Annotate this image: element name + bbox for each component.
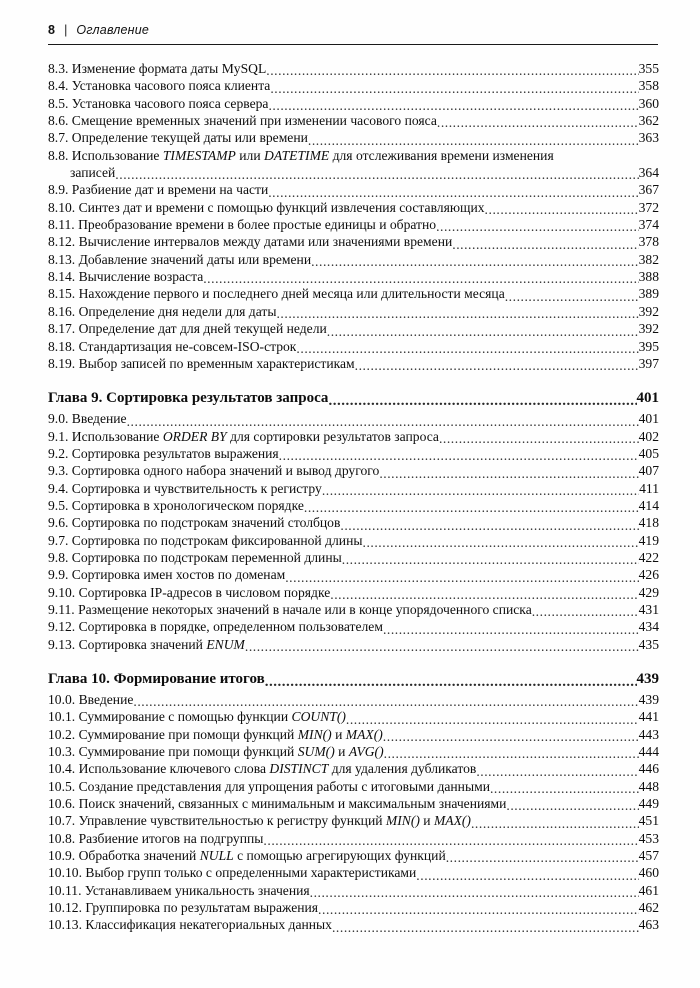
toc-entry-label: 10.1. Суммирование с помощью функции COUNT() [48,709,346,725]
toc-entry[interactable] [48,268,659,285]
toc-entry-label: 9.10. Сортировка IP-адресов в числовом порядке [48,584,331,600]
toc-entry-label: записей [70,165,116,181]
toc-entry[interactable] [48,795,659,812]
toc-entry-label: 10.0. Введение [48,692,134,707]
running-header [48,22,658,48]
toc-page-number: 448 [638,778,659,794]
toc-entry[interactable] [48,532,659,549]
toc-dot-leader [436,220,639,233]
toc-dot-leader [268,186,638,199]
toc-entry-label: 9.12. Сортировка в порядке, определенном пользователем [48,619,383,635]
toc-page-number: 419 [638,532,659,548]
toc-page-number: 382 [638,251,659,267]
toc-entry[interactable] [48,778,659,795]
toc-entry[interactable] [48,847,659,864]
toc-entry[interactable] [48,514,659,531]
toc-page-number: 451 [638,813,659,829]
toc-page-number: 439 [636,671,659,687]
toc-entry[interactable] [48,285,659,302]
toc-entry-label: 8.4. Установка часового пояса клиента [48,78,271,94]
code-token: MAX() [433,813,471,829]
toc-entry[interactable] [48,480,659,497]
toc-dot-leader [304,501,639,514]
toc-dot-leader [115,168,638,181]
toc-entry-label: 8.8. Использование TIMESTAMP или DATETIME для отслеживания времени изменения [48,147,554,163]
toc-entry[interactable] [48,338,659,355]
toc-entry-label: 8.6. Смещение временных значений при изменении часового пояса [48,113,437,129]
toc-dot-leader [363,536,639,549]
toc-page-number: 401 [636,390,659,407]
toc-chapter-entry[interactable] [48,669,659,689]
toc-page-number: 453 [638,830,659,846]
toc-entry-label: 10.7. Управление чувствительностью к регистру функций MIN() и MAX() [48,813,471,829]
code-token: DISTINCT [269,761,329,777]
toc-entry-label: 9.4. Сортировка и чувствительность к регистру [48,480,322,496]
toc-entry[interactable] [48,462,659,479]
toc-entry[interactable] [48,355,659,372]
toc-page-number: 411 [639,480,659,496]
toc-entry-label: 9.13. Сортировка значений ENUM [48,636,245,652]
toc-entry-label: 10.12. Группировка по результатам выражения [48,900,319,916]
toc-page-number: 444 [638,744,659,760]
toc-entry-label: 10.11. Устанавливаем уникальность значения [48,882,310,898]
toc-dot-leader [318,903,639,916]
header-separator: | [64,23,68,37]
toc-dot-leader [268,99,638,112]
toc-page-number: 401 [638,411,659,427]
toc-entry[interactable] [48,216,659,233]
toc-entry[interactable] [48,760,659,777]
toc-entry-label: 9.5. Сортировка в хронологическом порядке [48,497,304,513]
code-token: NULL [199,848,234,864]
toc-entry-label: 9.7. Сортировка по подстрокам фиксированной длины [48,532,363,548]
toc-dot-leader [416,869,638,882]
toc-page-number: 463 [638,917,659,933]
toc-dot-leader [270,82,638,95]
toc-page-number: 378 [638,234,659,250]
toc-dot-leader [471,817,639,830]
toc-dot-leader [506,799,638,812]
toc-dot-leader [332,921,639,934]
toc-dot-leader [383,730,639,743]
toc-entry[interactable] [48,636,659,653]
code-token: MAX() [345,726,383,742]
toc-page-number: 392 [638,321,659,337]
toc-page-number: 364 [638,165,659,181]
toc-dot-leader [379,467,638,480]
toc-entry[interactable] [48,584,659,601]
toc-entry-label: 9.1. Использование ORDER BY для сортировки результатов запроса [48,428,439,444]
toc-dot-leader [308,134,639,147]
toc-entry-label: 8.15. Нахождение первого и последнего дней месяца или длительности месяца [48,286,505,302]
toc-entry-label: 8.5. Установка часового пояса сервера [48,95,269,111]
toc-entry[interactable] [48,60,659,77]
toc-entry-label: 8.7. Определение текущей даты или времени [48,130,308,146]
toc-dot-leader [437,116,639,129]
toc-page-number: 372 [638,199,659,215]
toc-entry[interactable] [48,830,659,847]
toc-entry[interactable] [48,864,659,881]
toc-entry[interactable] [48,708,659,725]
toc-page-number: 441 [638,709,659,725]
toc-entry[interactable] [48,181,659,198]
toc-entry[interactable] [48,199,659,216]
toc-entry[interactable] [48,77,659,94]
toc-page-number: 434 [638,619,659,635]
toc-dot-leader [485,203,639,216]
toc-dot-leader [296,342,638,355]
toc-entry-label: 10.6. Поиск значений, связанных с минимальным и максимальным значениями [48,796,507,812]
toc-dot-leader [355,359,639,372]
header-divider [48,44,658,45]
code-token: TIMESTAMP [162,147,236,163]
toc-dot-leader [532,605,639,618]
toc-page-number: 402 [638,428,659,444]
toc-dot-leader [127,415,639,428]
toc-entry[interactable] [48,497,659,514]
toc-entry-label: 9.11. Размещение некоторых значений в начале или в конце упорядоченного списка [48,601,532,617]
toc-entry-label: 8.9. Разбиение дат и времени на части [48,182,269,198]
toc-dot-leader [439,432,639,445]
code-token: MIN() [297,726,332,742]
toc-entry[interactable] [48,743,659,760]
toc-entry-label: 10.5. Создание представления для упрощения работы с итоговыми данными [48,778,490,794]
toc-entry-label: 10.3. Суммирование при помощи функций SUM() и AVG() [48,744,384,760]
toc-dot-leader [383,623,639,636]
toc-entry[interactable] [48,147,659,164]
toc-page-number: 418 [638,515,659,531]
toc-entry[interactable] [48,320,659,337]
toc-dot-leader [276,307,638,320]
toc-entry-label: 8.18. Стандартизация не-совсем-ISO-строк [48,338,297,354]
toc-entry-label: 10.4. Использование ключевого слова DISTINCT для удаления дубликатов [48,761,477,777]
toc-dot-leader [384,747,639,760]
toc-dot-leader [328,395,636,408]
toc-dot-leader [330,588,638,601]
toc-page-number: 443 [638,726,659,742]
toc-entry-label: 9.8. Сортировка по подстрокам переменной длины [48,549,342,565]
toc-dot-leader [346,713,639,726]
toc-dot-leader [476,765,638,778]
toc-page-number: 358 [638,78,659,94]
toc-dot-leader [311,255,639,268]
toc-entry[interactable] [48,566,659,583]
toc-dot-leader [342,553,639,566]
toc-entry[interactable] [48,129,659,146]
toc-page-number: 457 [638,848,659,864]
toc-dot-leader [266,64,638,77]
toc-entry[interactable] [48,410,659,427]
toc-entry-label: 8.14. Вычисление возраста [48,269,204,285]
toc-entry[interactable] [48,95,659,112]
toc-page-number: 460 [638,865,659,881]
toc-dot-leader [310,886,639,899]
toc-dot-leader [263,834,638,847]
toc-entry-label: 8.17. Определение дат для дней текущей недели [48,321,327,337]
toc-page-number: 435 [638,636,659,652]
toc-entry-label: 8.11. Преобразование времени в более простые единицы и обратно [48,217,437,233]
toc-entry[interactable] [48,882,659,899]
toc-dot-leader [446,851,639,864]
toc-entry[interactable] [48,618,659,635]
toc-entry-label: Глава 10. Формирование итогов [48,671,265,687]
toc-entry[interactable] [48,233,659,250]
running-header-content [48,22,658,41]
toc-entry-label: 9.9. Сортировка имен хостов по доменам [48,567,286,583]
toc-page-number: 374 [638,217,659,233]
toc-page-number: 397 [638,355,659,371]
code-token: SUM() [297,744,335,760]
toc-entry[interactable] [48,916,659,933]
toc-entry[interactable] [48,251,659,268]
toc-entry-label: Глава 9. Сортировка результатов запроса [48,390,329,407]
toc-entry-label: 10.13. Классификация некатегориальных данных [48,917,332,933]
toc-entry[interactable] [48,726,659,743]
toc-page-number: 355 [638,61,659,76]
toc-entry[interactable] [48,164,659,181]
toc-entry[interactable] [48,812,659,829]
toc-entry-label: 9.2. Сортировка результатов выражения [48,445,279,461]
toc-entry-label: 8.10. Синтез дат и времени с помощью функций извлечения составляющих [48,199,485,215]
toc-dot-leader [490,782,639,795]
toc-page-number: 405 [638,445,659,461]
toc-entry-label: 9.3. Сортировка одного набора значений и вывод другого [48,463,380,479]
toc-page-number: 414 [638,497,659,513]
toc-dot-leader [452,238,638,251]
toc-entry[interactable] [48,428,659,445]
toc-entry-label: 8.16. Определение дня недели для даты [48,303,277,319]
toc-entry-label: 9.0. Введение [48,411,127,427]
toc-chapter-entry[interactable] [48,388,659,408]
toc-dot-leader [505,290,639,303]
toc-page-number: 388 [638,269,659,285]
header-title: Оглавление [76,23,150,37]
code-token: AVG() [348,744,384,760]
toc-entry-label: 8.19. Выбор записей по временным характеристикам [48,355,355,371]
table-of-contents [48,60,659,934]
code-token: ORDER BY [162,428,227,444]
code-token: ENUM [206,636,245,652]
toc-page-number: 449 [638,796,659,812]
toc-page-number: 389 [638,286,659,302]
toc-entry-label: 8.3. Изменение формата даты MySQL [48,61,267,76]
toc-page-number: 363 [638,130,659,146]
toc-entry[interactable] [48,112,659,129]
toc-page-number: 429 [638,584,659,600]
toc-entry[interactable] [48,303,659,320]
toc-entry-label: 10.8. Разбиение итогов на подгруппы [48,830,264,846]
toc-page-number: 360 [638,95,659,111]
code-token: MIN() [385,813,420,829]
code-token: DATETIME [264,147,330,163]
toc-entry[interactable] [48,601,659,618]
toc-page-number: 407 [638,463,659,479]
toc-dot-leader [279,449,639,462]
toc-page-number: 392 [638,303,659,319]
toc-page-number: 461 [638,882,659,898]
toc-page-number: 462 [638,900,659,916]
toc-entry-label: 10.9. Обработка значений NULL с помощью агрегирующих функций [48,848,446,864]
toc-dot-leader [322,484,639,497]
toc-dot-leader [285,571,638,584]
toc-entry[interactable] [48,691,659,708]
toc-dot-leader [265,676,637,689]
toc-dot-leader [133,695,638,708]
toc-entry-label: 8.13. Добавление значений даты или времени [48,251,312,267]
toc-dot-leader [340,519,638,532]
toc-entry-label: 9.6. Сортировка по подстрокам значений столбцов [48,515,341,531]
toc-dot-leader [327,325,639,338]
toc-page-number: 395 [638,338,659,354]
toc-page-number: 422 [638,549,659,565]
toc-page-number: 431 [638,601,659,617]
toc-entry-label: 10.2. Суммирование при помощи функций MIN() и MAX() [48,726,383,742]
toc-entry[interactable] [48,549,659,566]
toc-page-number: 367 [638,182,659,198]
header-page-number: 8 [48,23,56,37]
toc-dot-leader [245,640,639,653]
toc-page-number: 426 [638,567,659,583]
toc-dot-leader [203,272,638,285]
toc-page-number: 446 [638,761,659,777]
code-token: COUNT() [291,709,346,725]
toc-page-number: 362 [638,113,659,129]
toc-page-number: 439 [638,692,659,707]
toc-entry-label: 10.10. Выбор групп только с определенными характеристиками [48,865,417,881]
toc-entry-label: 8.12. Вычисление интервалов между датами или значениями времени [48,234,453,250]
toc-entry[interactable] [48,899,659,916]
toc-entry[interactable] [48,445,659,462]
